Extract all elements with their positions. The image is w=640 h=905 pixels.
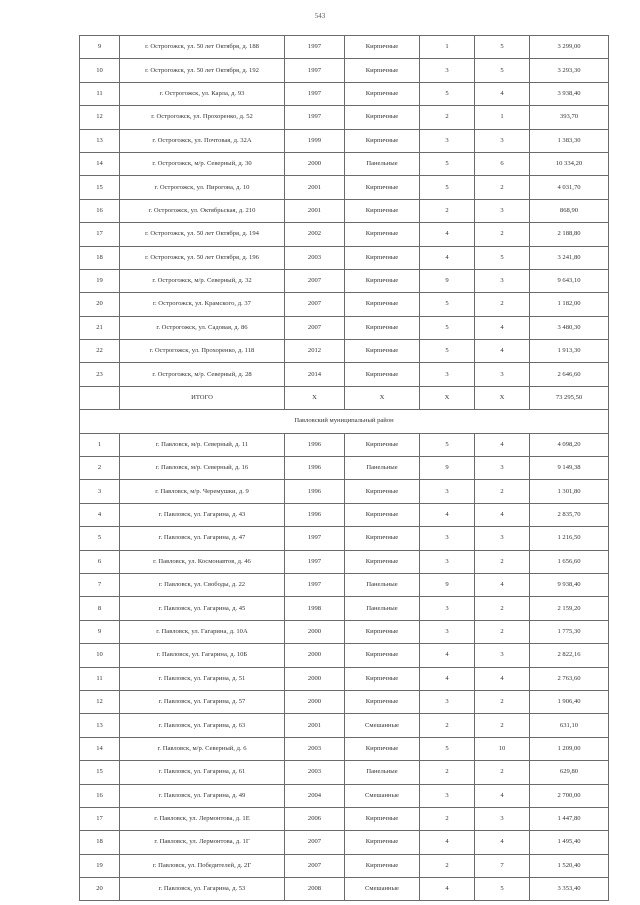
floors-cell: 4	[420, 878, 475, 901]
year-cell: 2012	[285, 340, 345, 363]
row-number: 11	[80, 82, 120, 105]
row-number: 13	[80, 129, 120, 152]
row-number: 6	[80, 550, 120, 573]
housing-register-table	[79, 35, 609, 901]
table-row	[80, 667, 609, 690]
address-cell: г. Острогожск, ул. Карла, д. 93	[120, 82, 285, 105]
row-number: 2	[80, 457, 120, 480]
entrances-cell: 3	[475, 457, 530, 480]
floors-cell: 3	[420, 550, 475, 573]
floors-cell: 9	[420, 457, 475, 480]
address-cell: г. Острогожск, ул. Октябрьская, д. 210	[120, 199, 285, 222]
total-area-cell: 73 295,50	[530, 386, 609, 409]
floors-cell: 9	[420, 573, 475, 596]
area-cell: 1 906,40	[530, 690, 609, 713]
year-cell: 2004	[285, 784, 345, 807]
floors-cell: 2	[420, 714, 475, 737]
address-cell: г. Павловск, ул. Свободы, д. 22	[120, 573, 285, 596]
address-cell: г. Острогожск, ул. Почтовая, д. 32А	[120, 129, 285, 152]
floors-cell: 3	[420, 527, 475, 550]
year-cell: 2008	[285, 878, 345, 901]
entrances-cell: 3	[475, 199, 530, 222]
material-cell: Панельные	[345, 152, 420, 175]
floors-cell: 4	[420, 246, 475, 269]
area-cell: 2 763,60	[530, 667, 609, 690]
area-cell: 3 241,80	[530, 246, 609, 269]
entrances-cell: 4	[475, 831, 530, 854]
year-cell: 1996	[285, 480, 345, 503]
area-cell: 1 301,80	[530, 480, 609, 503]
table-row	[80, 761, 609, 784]
entrances-cell: 3	[475, 527, 530, 550]
entrances-cell: 4	[475, 340, 530, 363]
year-cell: 1997	[285, 82, 345, 105]
entrances-cell: 5	[475, 36, 530, 59]
area-cell: 393,70	[530, 106, 609, 129]
area-cell: 10 334,20	[530, 152, 609, 175]
floors-cell: 3	[420, 59, 475, 82]
address-cell: г. Павловск, ул. Победителей, д. 2Г	[120, 854, 285, 877]
year-cell: 2003	[285, 737, 345, 760]
table-row	[80, 737, 609, 760]
table-row	[80, 714, 609, 737]
row-number: 8	[80, 597, 120, 620]
year-cell: 1998	[285, 597, 345, 620]
floors-cell: 3	[420, 620, 475, 643]
area-cell: 2 646,60	[530, 363, 609, 386]
material-cell: Кирпичные	[345, 82, 420, 105]
table-row	[80, 527, 609, 550]
year-cell: 2000	[285, 644, 345, 667]
entrances-cell: 5	[475, 246, 530, 269]
material-cell: Кирпичные	[345, 433, 420, 456]
area-cell: 3 353,40	[530, 878, 609, 901]
entrances-cell: 5	[475, 878, 530, 901]
row-number: 22	[80, 340, 120, 363]
row-number: 18	[80, 246, 120, 269]
row-number: 18	[80, 831, 120, 854]
year-cell: 2006	[285, 807, 345, 830]
entrances-cell: 4	[475, 82, 530, 105]
floors-cell: 5	[420, 152, 475, 175]
floors-cell: 4	[420, 223, 475, 246]
row-number: 4	[80, 503, 120, 526]
entrances-cell: 2	[475, 620, 530, 643]
row-number: 11	[80, 667, 120, 690]
area-cell: 1 182,00	[530, 293, 609, 316]
address-cell: г. Острогожск, м/р. Северный, д. 28	[120, 363, 285, 386]
area-cell: 1 216,50	[530, 527, 609, 550]
table-row	[80, 269, 609, 292]
total-material-cell: X	[345, 386, 420, 409]
row-number: 9	[80, 620, 120, 643]
material-cell: Кирпичные	[345, 199, 420, 222]
address-cell: г. Павловск, ул. Гагарина, д. 49	[120, 784, 285, 807]
table-row	[80, 316, 609, 339]
row-number: 12	[80, 690, 120, 713]
year-cell: 2001	[285, 714, 345, 737]
year-cell: 2000	[285, 690, 345, 713]
row-number: 16	[80, 784, 120, 807]
address-cell: г. Павловск, ул. Гагарина, д. 45	[120, 597, 285, 620]
area-cell: 1 447,80	[530, 807, 609, 830]
year-cell: 1997	[285, 527, 345, 550]
area-cell: 2 835,70	[530, 503, 609, 526]
year-cell: 2003	[285, 761, 345, 784]
row-number: 1	[80, 433, 120, 456]
section-row	[80, 410, 609, 433]
material-cell: Кирпичные	[345, 667, 420, 690]
row-number: 17	[80, 223, 120, 246]
material-cell: Панельные	[345, 573, 420, 596]
year-cell: 1997	[285, 550, 345, 573]
address-cell: г. Острогожск, ул. Пирогова, д. 10	[120, 176, 285, 199]
floors-cell: 3	[420, 480, 475, 503]
floors-cell: 3	[420, 363, 475, 386]
entrances-cell: 3	[475, 269, 530, 292]
entrances-cell: 4	[475, 433, 530, 456]
row-number: 10	[80, 59, 120, 82]
address-cell: г. Павловск, ул. Лермонтова, д. 1Е	[120, 807, 285, 830]
section-title: Павловский муниципальный район	[80, 410, 609, 433]
address-cell: г. Павловск, ул. Гагарина, д. 57	[120, 690, 285, 713]
total-floors-cell: X	[420, 386, 475, 409]
address-cell: г. Павловск, м/р. Северный, д. 11	[120, 433, 285, 456]
material-cell: Кирпичные	[345, 293, 420, 316]
row-number: 17	[80, 807, 120, 830]
material-cell: Кирпичные	[345, 59, 420, 82]
row-number: 12	[80, 106, 120, 129]
floors-cell: 2	[420, 761, 475, 784]
floors-cell: 5	[420, 293, 475, 316]
address-cell: г. Павловск, ул. Гагарина, д. 10А	[120, 620, 285, 643]
year-cell: 1997	[285, 106, 345, 129]
year-cell: 2000	[285, 667, 345, 690]
area-cell: 3 480,30	[530, 316, 609, 339]
year-cell: 2001	[285, 199, 345, 222]
material-cell: Кирпичные	[345, 176, 420, 199]
row-number: 20	[80, 293, 120, 316]
row-number: 15	[80, 176, 120, 199]
material-cell: Кирпичные	[345, 480, 420, 503]
address-cell: г. Острогожск, ул. Прохоренко, д. 118	[120, 340, 285, 363]
total-row	[80, 386, 609, 409]
year-cell: 2007	[285, 293, 345, 316]
address-cell: г. Павловск, ул. Гагарина, д. 47	[120, 527, 285, 550]
table-row	[80, 199, 609, 222]
year-cell: 2007	[285, 854, 345, 877]
row-number: 5	[80, 527, 120, 550]
area-cell: 2 188,80	[530, 223, 609, 246]
table-row	[80, 293, 609, 316]
area-cell: 1 775,30	[530, 620, 609, 643]
material-cell: Кирпичные	[345, 807, 420, 830]
address-cell: г. Павловск, ул. Гагарина, д. 61	[120, 761, 285, 784]
area-cell: 3 299,00	[530, 36, 609, 59]
material-cell: Кирпичные	[345, 503, 420, 526]
floors-cell: 2	[420, 854, 475, 877]
floors-cell: 5	[420, 316, 475, 339]
row-number: 21	[80, 316, 120, 339]
address-cell: г. Острогожск, м/р. Северный, д. 30	[120, 152, 285, 175]
table-row	[80, 246, 609, 269]
total-empty-cell	[80, 386, 120, 409]
table-row	[80, 480, 609, 503]
table-row	[80, 457, 609, 480]
table-row	[80, 433, 609, 456]
row-number: 19	[80, 854, 120, 877]
address-cell: г. Острогожск, ул. 50 лет Октября, д. 188	[120, 36, 285, 59]
table-body	[80, 36, 609, 901]
floors-cell: 5	[420, 433, 475, 456]
entrances-cell: 6	[475, 152, 530, 175]
material-cell: Панельные	[345, 597, 420, 620]
material-cell: Кирпичные	[345, 527, 420, 550]
area-cell: 9 938,40	[530, 573, 609, 596]
area-cell: 631,10	[530, 714, 609, 737]
area-cell: 1 209,00	[530, 737, 609, 760]
area-cell: 2 700,00	[530, 784, 609, 807]
total-year-cell: X	[285, 386, 345, 409]
entrances-cell: 4	[475, 784, 530, 807]
area-cell: 1 656,60	[530, 550, 609, 573]
entrances-cell: 2	[475, 480, 530, 503]
table-row	[80, 223, 609, 246]
table-row	[80, 644, 609, 667]
entrances-cell: 2	[475, 597, 530, 620]
area-cell: 2 159,20	[530, 597, 609, 620]
table-row	[80, 106, 609, 129]
material-cell: Кирпичные	[345, 550, 420, 573]
floors-cell: 3	[420, 784, 475, 807]
entrances-cell: 4	[475, 503, 530, 526]
floors-cell: 3	[420, 690, 475, 713]
year-cell: 2003	[285, 246, 345, 269]
area-cell: 3 293,30	[530, 59, 609, 82]
material-cell: Кирпичные	[345, 269, 420, 292]
floors-cell: 3	[420, 597, 475, 620]
year-cell: 1996	[285, 457, 345, 480]
area-cell: 3 938,40	[530, 82, 609, 105]
area-cell: 1 520,40	[530, 854, 609, 877]
table-row	[80, 831, 609, 854]
material-cell: Кирпичные	[345, 106, 420, 129]
entrances-cell: 3	[475, 807, 530, 830]
area-cell: 1 383,30	[530, 129, 609, 152]
address-cell: г. Острогожск, ул. Прохоренко, д. 52	[120, 106, 285, 129]
table-row	[80, 620, 609, 643]
address-cell: г. Павловск, ул. Гагарина, д. 10Б	[120, 644, 285, 667]
row-number: 7	[80, 573, 120, 596]
year-cell: 2002	[285, 223, 345, 246]
material-cell: Смешанные	[345, 714, 420, 737]
material-cell: Кирпичные	[345, 831, 420, 854]
area-cell: 2 822,16	[530, 644, 609, 667]
area-cell: 868,90	[530, 199, 609, 222]
entrances-cell: 7	[475, 854, 530, 877]
entrances-cell: 2	[475, 690, 530, 713]
area-cell: 9 643,10	[530, 269, 609, 292]
material-cell: Кирпичные	[345, 316, 420, 339]
floors-cell: 5	[420, 737, 475, 760]
material-cell: Смешанные	[345, 878, 420, 901]
address-cell: г. Павловск, ул. Гагарина, д. 43	[120, 503, 285, 526]
year-cell: 1997	[285, 59, 345, 82]
floors-cell: 2	[420, 106, 475, 129]
address-cell: г. Павловск, ул. Гагарина, д. 53	[120, 878, 285, 901]
entrances-cell: 10	[475, 737, 530, 760]
row-number: 19	[80, 269, 120, 292]
material-cell: Панельные	[345, 457, 420, 480]
entrances-cell: 2	[475, 761, 530, 784]
table-row	[80, 340, 609, 363]
material-cell: Смешанные	[345, 784, 420, 807]
address-cell: г. Павловск, ул. Гагарина, д. 51	[120, 667, 285, 690]
material-cell: Кирпичные	[345, 340, 420, 363]
material-cell: Панельные	[345, 761, 420, 784]
floors-cell: 4	[420, 667, 475, 690]
address-cell: г. Павловск, ул. Лермонтова, д. 1Г	[120, 831, 285, 854]
material-cell: Кирпичные	[345, 223, 420, 246]
entrances-cell: 2	[475, 223, 530, 246]
year-cell: 2007	[285, 831, 345, 854]
table-row	[80, 550, 609, 573]
table-row	[80, 807, 609, 830]
row-number: 14	[80, 152, 120, 175]
material-cell: Кирпичные	[345, 690, 420, 713]
total-label: ИТОГО	[120, 386, 285, 409]
material-cell: Кирпичные	[345, 129, 420, 152]
year-cell: 1996	[285, 433, 345, 456]
table-row	[80, 152, 609, 175]
entrances-cell: 1	[475, 106, 530, 129]
floors-cell: 3	[420, 129, 475, 152]
year-cell: 2007	[285, 269, 345, 292]
entrances-cell: 2	[475, 293, 530, 316]
floors-cell: 4	[420, 644, 475, 667]
floors-cell: 5	[420, 82, 475, 105]
row-number: 16	[80, 199, 120, 222]
table-row	[80, 82, 609, 105]
entrances-cell: 3	[475, 644, 530, 667]
table-row	[80, 878, 609, 901]
row-number: 20	[80, 878, 120, 901]
floors-cell: 4	[420, 831, 475, 854]
address-cell: г. Павловск, ул. Космонавтов, д. 46	[120, 550, 285, 573]
row-number: 10	[80, 644, 120, 667]
entrances-cell: 4	[475, 667, 530, 690]
year-cell: 1997	[285, 36, 345, 59]
address-cell: г. Острогожск, м/р. Северный, д. 32	[120, 269, 285, 292]
address-cell: г. Острогожск, ул. 50 лет Октября, д. 194	[120, 223, 285, 246]
material-cell: Кирпичные	[345, 620, 420, 643]
entrances-cell: 4	[475, 316, 530, 339]
entrances-cell: 2	[475, 550, 530, 573]
entrances-cell: 5	[475, 59, 530, 82]
address-cell: г. Острогожск, ул. Садовая, д. 86	[120, 316, 285, 339]
entrances-cell: 3	[475, 129, 530, 152]
material-cell: Кирпичные	[345, 854, 420, 877]
year-cell: 2014	[285, 363, 345, 386]
material-cell: Кирпичные	[345, 737, 420, 760]
material-cell: Кирпичные	[345, 36, 420, 59]
entrances-cell: 3	[475, 363, 530, 386]
row-number: 13	[80, 714, 120, 737]
row-number: 3	[80, 480, 120, 503]
material-cell: Кирпичные	[345, 644, 420, 667]
row-number: 23	[80, 363, 120, 386]
row-number: 14	[80, 737, 120, 760]
table-row	[80, 854, 609, 877]
table-row	[80, 59, 609, 82]
year-cell: 1997	[285, 573, 345, 596]
floors-cell: 1	[420, 36, 475, 59]
year-cell: 2001	[285, 176, 345, 199]
table-row	[80, 363, 609, 386]
material-cell: Кирпичные	[345, 246, 420, 269]
area-cell: 629,80	[530, 761, 609, 784]
material-cell: Кирпичные	[345, 363, 420, 386]
page-number: 543	[314, 12, 326, 20]
table-row	[80, 36, 609, 59]
floors-cell: 5	[420, 340, 475, 363]
address-cell: г. Острогожск, ул. 50 лет Октября, д. 192	[120, 59, 285, 82]
table-row	[80, 690, 609, 713]
area-cell: 4 098,20	[530, 433, 609, 456]
entrances-cell: 2	[475, 176, 530, 199]
address-cell: г. Павловск, м/р. Северный, д. 6	[120, 737, 285, 760]
area-cell: 4 031,70	[530, 176, 609, 199]
year-cell: 1996	[285, 503, 345, 526]
entrances-cell: 4	[475, 573, 530, 596]
area-cell: 1 495,40	[530, 831, 609, 854]
address-cell: г. Павловск, м/р. Северный, д. 16	[120, 457, 285, 480]
table-row	[80, 176, 609, 199]
table-row	[80, 597, 609, 620]
floors-cell: 2	[420, 807, 475, 830]
row-number: 9	[80, 36, 120, 59]
table-row	[80, 784, 609, 807]
address-cell: г. Острогожск, ул. 50 лет Октября, д. 196	[120, 246, 285, 269]
year-cell: 2000	[285, 152, 345, 175]
area-cell: 9 149,38	[530, 457, 609, 480]
table-row	[80, 503, 609, 526]
table-row	[80, 573, 609, 596]
floors-cell: 2	[420, 199, 475, 222]
address-cell: г. Павловск, ул. Гагарина, д. 63	[120, 714, 285, 737]
area-cell: 1 913,30	[530, 340, 609, 363]
year-cell: 2007	[285, 316, 345, 339]
entrances-cell: 2	[475, 714, 530, 737]
row-number: 15	[80, 761, 120, 784]
year-cell: 1999	[285, 129, 345, 152]
floors-cell: 5	[420, 176, 475, 199]
address-cell: г. Павловск, м/р. Черемушки, д. 9	[120, 480, 285, 503]
year-cell: 2000	[285, 620, 345, 643]
floors-cell: 4	[420, 503, 475, 526]
table-row	[80, 129, 609, 152]
total-entrances-cell: X	[475, 386, 530, 409]
address-cell: г. Острогожск, ул. Крамского, д. 37	[120, 293, 285, 316]
floors-cell: 9	[420, 269, 475, 292]
